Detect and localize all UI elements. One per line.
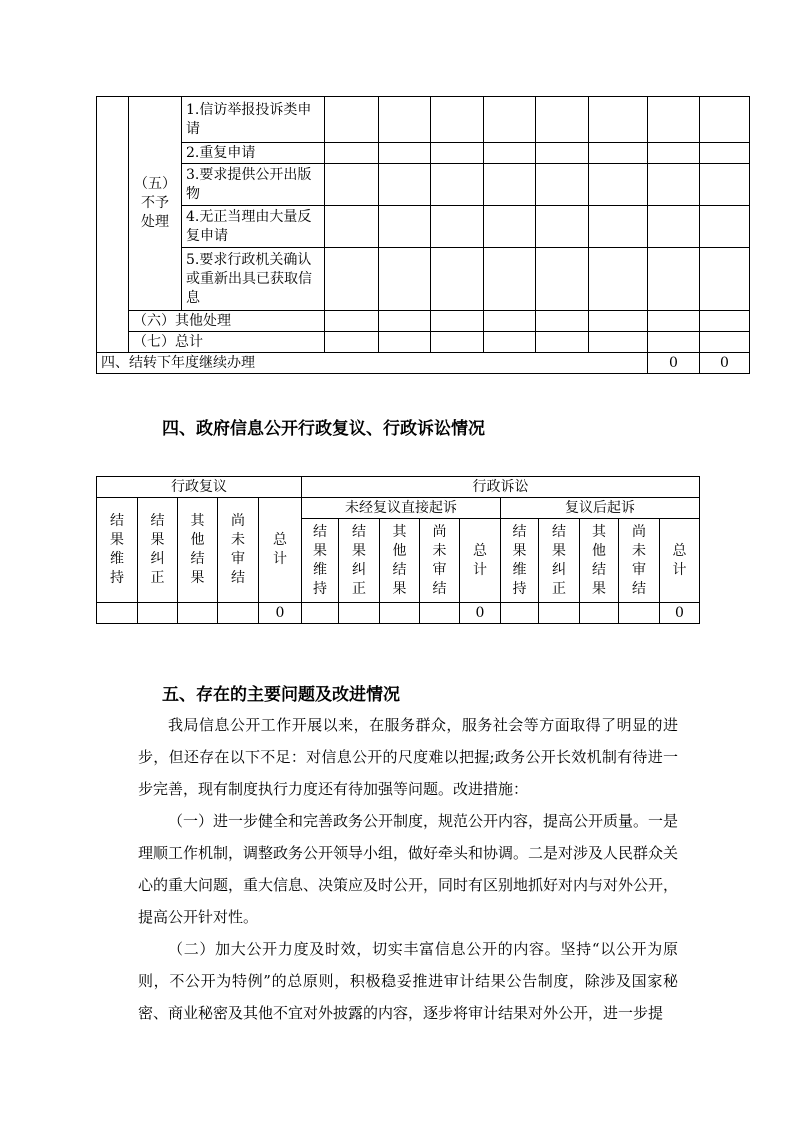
col-total: 总 计: [259, 498, 302, 603]
total-value: 0: [259, 603, 302, 624]
disposal-table: [96, 96, 750, 374]
total-value: 0: [460, 603, 501, 624]
col-pending: 尚 未 审 结: [218, 498, 259, 603]
section-5-heading: 五、存在的主要问题及改进情况: [162, 685, 400, 705]
review-litigation-table: [96, 476, 700, 624]
col-result-upheld: 结 果 维 持: [501, 519, 539, 603]
col-result-corrected: 结 果 纠 正: [138, 498, 178, 603]
header-admin-review: 行政复议: [97, 477, 302, 498]
paragraph: （一）进一步健全和完善政务公开制度，规范公开内容，提高公开质量。一是理顺工作机制，调整政务公开领导小组，做好牵头和协调。二是对涉及人民群众关心的重大问题，重大信息、决策应及时公开，同时有区别地抓好对内与对外公开，提高公开针对性。: [138, 812, 679, 926]
category-5-label: （五） 不予 处理: [129, 97, 182, 311]
section-4-heading: 四、政府信息公开行政复议、行政诉讼情况: [162, 419, 485, 439]
carry-over-value: 0: [700, 353, 750, 374]
header-admin-litigation: 行政诉讼: [302, 477, 700, 498]
category-5-item: 2.重复申请: [182, 143, 325, 164]
header-direct-suit: 未经复议直接起诉: [302, 498, 501, 519]
col-other-result: 其 他 结 果: [178, 498, 218, 603]
header-after-review: 复议后起诉: [501, 498, 700, 519]
col-result-corrected: 结 果 纠 正: [539, 519, 580, 603]
category-7-label: （七）总计: [129, 332, 325, 353]
col-total: 总 计: [460, 519, 501, 603]
paragraph: 我局信息公开工作开展以来，在服务群众，服务社会等方面取得了明显的进步，但还存在以下不足：对信息公开的尺度难以把握;政务公开长效机制有待进一步完善，现有制度执行力度还有待加强等问题。改进措施：: [138, 716, 678, 798]
col-pending: 尚 未 审 结: [619, 519, 660, 603]
col-pending: 尚 未 审 结: [420, 519, 460, 603]
category-5-item: 1.信访举报投诉类申请: [182, 97, 325, 143]
category-5-item: 3.要求提供公开出版物: [182, 164, 325, 206]
col-other-result: 其 他 结 果: [380, 519, 420, 603]
category-6-label: （六）其他处理: [129, 311, 325, 332]
category-5-item: 4.无正当理由大量反复申请: [182, 206, 325, 248]
total-value: 0: [660, 603, 700, 624]
col-other-result: 其 他 结 果: [580, 519, 619, 603]
category-5-item: 5.要求行政机关确认或重新出具已获取信息: [182, 248, 325, 311]
carry-over-label: 四、结转下年度继续办理: [97, 353, 648, 374]
col-result-upheld: 结 果 维 持: [97, 498, 138, 603]
col-result-upheld: 结 果 维 持: [302, 519, 339, 603]
col-total: 总 计: [660, 519, 700, 603]
carry-over-value: 0: [648, 353, 700, 374]
col-result-corrected: 结 果 纠 正: [339, 519, 380, 603]
paragraph: （二）加大公开力度及时效，切实丰富信息公开的内容。坚持“以公开为原则，不公开为特例”的总原则，积极稳妥推进审计结果公告制度，除涉及国家秘密、商业秘密及其他不宜对外披露的内容，逐步将审计结果对外公开，进一步提: [138, 940, 678, 1022]
